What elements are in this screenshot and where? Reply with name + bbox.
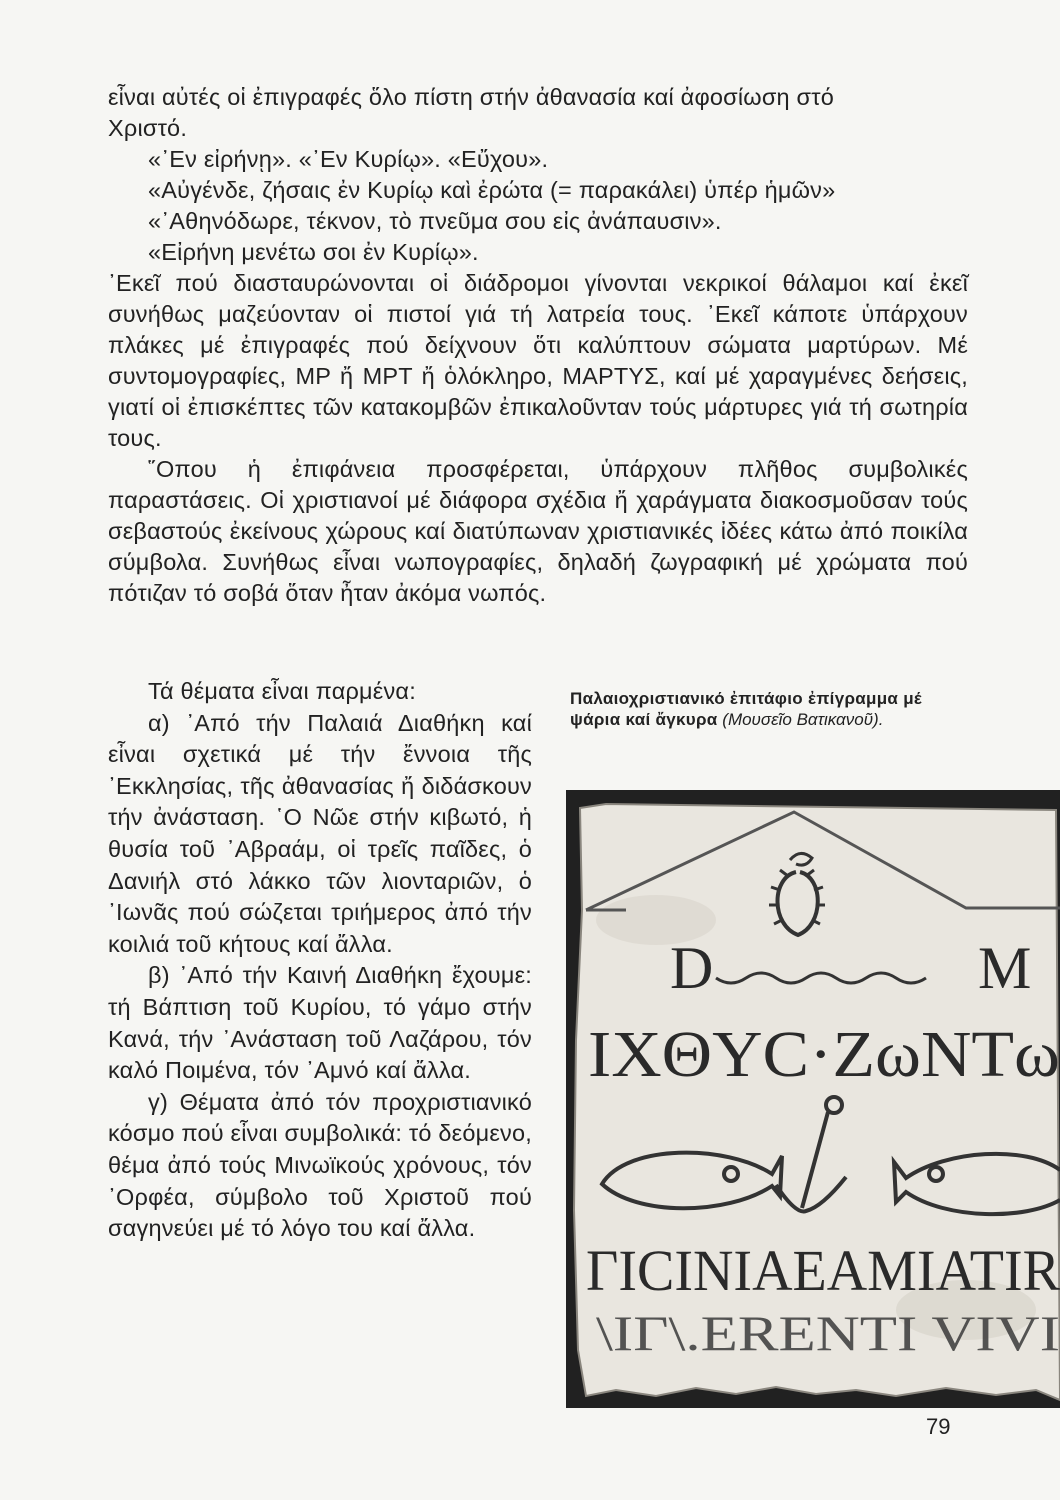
inscription-line: IXΘYC·ZωNTω — [588, 1018, 1060, 1091]
quote-line: «Εἰρήνη μενέτω σοι ἐν Κυρίῳ». — [148, 239, 479, 265]
paragraph: ᾿Εκεῖ πού διασταυρώνονται οἱ διάδρομοι γίνονται νεκρικοί θάλαμοι καί ἐκεῖ συνήθως μαζεύονταν οἱ πιστοί γιά τή λατρεία τους. ᾿Εκεῖ κάποτε ὑπάρχουν πλάκες μέ ἐπιγραφές πού δείχνουν ὅτι καλύπτουν σώματα μαρτύρων. Μέ συντομογραφίες, ΜΡ ἤ ΜΡΤ ἤ ὁλόκληρο, ΜΑΡΤΥΣ, καί μέ χαραγμένες δεήσεις, γιατί οἱ ἐπισκέπτες τῶν κατακομβῶν ἐπικαλοῦνταν τούς μάρτυρες γιά τή σωτηρία τους. — [108, 270, 968, 451]
inscription-line: \IΓ\.ERENTI VIVI — [596, 1305, 1060, 1361]
text-line: εἶναι αὐτές οἱ ἐπιγραφές ὅλο πίστη στήν ἀθανασία καί ἀφοσίωση στό — [108, 84, 834, 110]
quote-line: «᾿Εν εἰρήνῃ». «᾿Εν Κυρίῳ». «Εὔχου». — [148, 146, 549, 172]
list-item: β) ᾿Από τήν Καινή Διαθήκη ἔχουμε: τή Βάπτιση τοῦ Κυρίου, τό γάμο στήν Κανά, τήν ᾿Ανάσταση τοῦ Λαζάρου, τόν καλό Ποιμένα, τόν ᾿Αμνό καί ἄλλα. — [108, 962, 532, 1084]
text-line: Χριστό. — [108, 115, 188, 141]
page-number: 79 — [926, 1414, 951, 1439]
inscription-m: M — [978, 935, 1032, 1001]
quote-line: «Αὐγένδε, ζήσαις ἐν Κυρίῳ καὶ ἐρώτα (= παρακάλει) ὑπέρ ἡμῶν» — [148, 177, 836, 203]
quote-line: «᾿Αθηνόδωρε, τέκνον, τὸ πνεῦμα σου εἰς ἀνάπαυσιν». — [148, 208, 722, 234]
list-item: γ) Θέματα ἀπό τόν προχριστιανικό κόσμο πού εἶναι συμβολικά: τό δεόμενο, θέμα ἀπό τούς Μινωϊκούς χρόνους, τόν ᾿Ορφέα, σύμβολο τοῦ Χριστοῦ πού σαγηνεύει μέ τό λόγο του καί ἄλλα. — [108, 1088, 532, 1242]
inscription-line: ΓICINIAEAMIATIR — [586, 1238, 1060, 1303]
top-text-block — [108, 82, 968, 609]
caption-source: (Μουσεῖο Βατικανοῦ). — [722, 710, 884, 729]
paragraph: ῞Οπου ἡ ἐπιφάνεια προσφέρεται, ὑπάρχουν πλῆθος συμβολικές παραστάσεις. Οἱ χριστιανοί μέ διάφορα σχέδια ἤ χαράγματα διακοσμοῦσαν τούς σεβαστούς ἐκείνους χώρους καί διατύπωναν χριστιανικές ἰδέες κάτω ἀπό ποικίλα σύμβολα. Συνήθως εἶναι νωπογραφίες, δηλαδή ζωγραφική μέ χρώματα πού πότιζαν τό σοβά ὅταν ἦταν ἀκόμα νωπός. — [108, 456, 968, 606]
figure-caption — [570, 688, 970, 730]
list-intro: Τά θέματα εἶναι παρμένα: — [148, 678, 416, 704]
left-column — [108, 676, 532, 1245]
inscription-d: D — [670, 935, 714, 1001]
list-item: α) ᾿Από τήν Παλαιά Διαθήκη καί εἶναι σχετικά μέ τήν ἔννοια τῆς ᾿Εκκλησίας, τῆς ἀθανασίας ἤ διδάσκουν τήν ἀνάσταση. ῾Ο Νῶε στήν κιβωτό, ἡ θυσία τοῦ ᾿Αβραάμ, οἱ τρεῖς παῖδες, ὁ Δανιήλ στό λάκκο τῶν λιονταριῶν, ὁ ᾿Ιωνᾶς πού σώζεται τριήμερος ἀπό τήν κοιλιά τοῦ κήτους καί ἄλλα. — [108, 709, 532, 957]
epitaph-photo — [566, 790, 1060, 1408]
caption-title: Παλαιοχριστιανικό ἐπιτάφιο ἐπίγραμμα μέ ψάρια καί ἄγκυρα — [570, 689, 922, 729]
